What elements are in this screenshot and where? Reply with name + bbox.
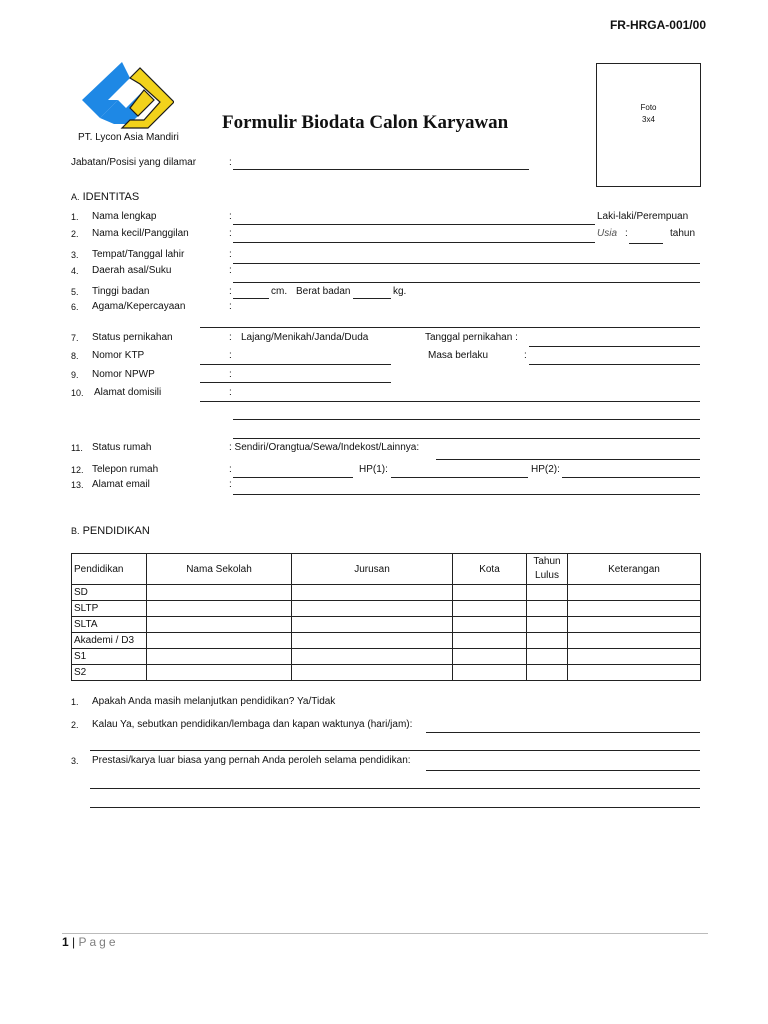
masa-berlaku-label: Masa berlaku bbox=[428, 350, 489, 361]
npwp-line[interactable] bbox=[200, 382, 391, 383]
col-nama-sekolah: Nama Sekolah bbox=[147, 554, 292, 585]
cell-tahun-lulus[interactable] bbox=[527, 617, 568, 633]
position-label: Jabatan/Posisi yang dilamar bbox=[71, 157, 197, 168]
colon: : bbox=[229, 286, 232, 297]
item-number: 12. bbox=[71, 465, 84, 475]
usia-label: Usia bbox=[597, 228, 618, 239]
question-2-line-2[interactable] bbox=[90, 750, 700, 751]
item-number: 8. bbox=[71, 351, 79, 361]
table-row bbox=[72, 585, 701, 601]
colon: : bbox=[229, 479, 232, 490]
cell-tahun-lulus[interactable] bbox=[527, 585, 568, 601]
item-number: 4. bbox=[71, 266, 79, 276]
usia-line[interactable] bbox=[629, 243, 663, 244]
cell-nama-sekolah[interactable] bbox=[147, 649, 292, 665]
tanggal-pernikahan-label: Tanggal pernikahan : bbox=[425, 332, 518, 343]
asal-line[interactable] bbox=[233, 282, 700, 283]
section-identitas-prefix: A. bbox=[71, 192, 80, 202]
cell-nama-sekolah[interactable] bbox=[147, 665, 292, 681]
row-level: SLTP bbox=[72, 601, 147, 617]
question-1-text: Apakah Anda masih melanjutkan pendidikan? Ya/Tidak bbox=[92, 696, 336, 707]
cell-jurusan[interactable] bbox=[292, 649, 453, 665]
item-number: 7. bbox=[71, 333, 79, 343]
photo-label: Foto bbox=[640, 103, 657, 112]
cell-tahun-lulus[interactable] bbox=[527, 633, 568, 649]
colon: : bbox=[229, 228, 232, 239]
section-pendidikan-prefix: B. bbox=[71, 526, 80, 536]
item-number: 6. bbox=[71, 302, 79, 312]
status-label: Status pernikahan bbox=[92, 332, 173, 343]
item-number: 3. bbox=[71, 250, 79, 260]
cell-tahun-lulus[interactable] bbox=[527, 649, 568, 665]
agama-line[interactable] bbox=[200, 327, 700, 328]
colon: : bbox=[229, 369, 232, 380]
nama-lengkap-line[interactable] bbox=[233, 224, 595, 225]
status-rumah-options[interactable]: : Sendiri/Orangtua/Sewa/Indekost/Lainnya: bbox=[229, 442, 420, 453]
nama-kecil-line[interactable] bbox=[233, 242, 595, 243]
hp1-label: HP(1): bbox=[359, 464, 388, 475]
cell-jurusan[interactable] bbox=[292, 617, 453, 633]
question-3-text: Prestasi/karya luar biasa yang pernah Anda peroleh selama pendidikan: bbox=[92, 755, 411, 766]
page-footer bbox=[62, 935, 119, 949]
tahun-label: tahun bbox=[670, 228, 696, 239]
cell-tahun-lulus[interactable] bbox=[527, 601, 568, 617]
cell-kota[interactable] bbox=[453, 601, 527, 617]
table-row bbox=[72, 649, 701, 665]
ttl-line[interactable] bbox=[233, 263, 700, 264]
colon: : bbox=[229, 350, 232, 361]
company-logo bbox=[78, 62, 174, 132]
cell-kota[interactable] bbox=[453, 649, 527, 665]
cell-kota[interactable] bbox=[453, 585, 527, 601]
status-rumah-label: Status rumah bbox=[92, 442, 152, 453]
telepon-label: Telepon rumah bbox=[92, 464, 159, 475]
table-row bbox=[72, 617, 701, 633]
question-3-line-1[interactable] bbox=[426, 770, 700, 771]
col-jurusan: Jurusan bbox=[292, 554, 453, 585]
alamat-line-1[interactable] bbox=[200, 401, 700, 402]
cell-kota[interactable] bbox=[453, 617, 527, 633]
status-rumah-line[interactable] bbox=[436, 459, 700, 460]
section-pendidikan-title: PENDIDIKAN bbox=[82, 525, 150, 537]
nama-lengkap-label: Nama lengkap bbox=[92, 211, 157, 222]
colon: : bbox=[229, 387, 232, 398]
cell-nama-sekolah[interactable] bbox=[147, 617, 292, 633]
hp2-label: HP(2): bbox=[531, 464, 560, 475]
col-tahun-label: Tahun bbox=[533, 556, 561, 567]
alamat-line-2[interactable] bbox=[233, 419, 700, 420]
agama-label: Agama/Kepercayaan bbox=[92, 301, 186, 312]
cell-kota[interactable] bbox=[453, 665, 527, 681]
masa-berlaku-line[interactable] bbox=[529, 364, 700, 365]
col-pendidikan: Pendidikan bbox=[72, 554, 147, 585]
cell-kota[interactable] bbox=[453, 633, 527, 649]
question-number: 2. bbox=[71, 720, 79, 730]
page-number: 1 bbox=[62, 935, 69, 949]
item-number: 10. bbox=[71, 388, 84, 398]
question-2-text: Kalau Ya, sebutkan pendidikan/lembaga dan kapan waktunya (hari/jam): bbox=[92, 719, 413, 730]
berat-label: Berat badan bbox=[296, 286, 351, 297]
section-identitas-heading bbox=[71, 190, 139, 204]
alamat-label: Alamat domisili bbox=[94, 387, 162, 398]
telepon-line[interactable] bbox=[233, 477, 353, 478]
row-level: SD bbox=[72, 585, 147, 601]
photo-size-label: 3x4 bbox=[642, 115, 655, 124]
question-number: 1. bbox=[71, 697, 79, 707]
usia-colon: : bbox=[625, 228, 628, 239]
cell-tahun-lulus[interactable] bbox=[527, 665, 568, 681]
education-table bbox=[71, 553, 701, 681]
asal-label: Daerah asal/Suku bbox=[92, 265, 172, 276]
tinggi-label: Tinggi badan bbox=[92, 286, 150, 297]
page-label: Page bbox=[78, 935, 119, 949]
status-options[interactable]: Lajang/Menikah/Janda/Duda bbox=[241, 332, 369, 343]
cell-keterangan[interactable] bbox=[568, 601, 701, 617]
colon: : bbox=[229, 464, 232, 475]
page-separator: | bbox=[72, 935, 76, 949]
masa-berlaku-colon: : bbox=[524, 350, 527, 361]
form-code: FR-HRGA-001/00 bbox=[609, 18, 706, 32]
item-number: 2. bbox=[71, 229, 79, 239]
email-label: Alamat email bbox=[92, 479, 150, 490]
nama-kecil-label: Nama kecil/Panggilan bbox=[92, 228, 189, 239]
row-level: Akademi / D3 bbox=[72, 633, 147, 649]
item-number: 1. bbox=[71, 212, 79, 222]
cell-nama-sekolah[interactable] bbox=[147, 601, 292, 617]
ktp-label: Nomor KTP bbox=[92, 350, 145, 361]
row-level: S2 bbox=[72, 665, 147, 681]
npwp-label: Nomor NPWP bbox=[92, 369, 155, 380]
colon: : bbox=[229, 249, 232, 260]
cell-keterangan[interactable] bbox=[568, 633, 701, 649]
cell-keterangan[interactable] bbox=[568, 617, 701, 633]
col-lulus-label: Lulus bbox=[535, 570, 559, 581]
col-tahun-lulus bbox=[527, 554, 568, 585]
form-title: Formulir Biodata Calon Karyawan bbox=[222, 112, 509, 133]
col-kota: Kota bbox=[453, 554, 527, 585]
item-number: 9. bbox=[71, 370, 79, 380]
row-level: SLTA bbox=[72, 617, 147, 633]
section-identitas-title: IDENTITAS bbox=[82, 191, 140, 203]
colon: : bbox=[229, 332, 232, 343]
row-level: S1 bbox=[72, 649, 147, 665]
item-number: 13. bbox=[71, 480, 84, 490]
col-keterangan: Keterangan bbox=[568, 554, 701, 585]
table-row bbox=[72, 665, 701, 681]
question-2-line-1[interactable] bbox=[426, 732, 700, 733]
cell-jurusan[interactable] bbox=[292, 585, 453, 601]
position-colon: : bbox=[229, 157, 232, 168]
ktp-line[interactable] bbox=[200, 364, 391, 365]
tanggal-pernikahan-line[interactable] bbox=[529, 346, 700, 347]
question-number: 3. bbox=[71, 756, 79, 766]
cell-jurusan[interactable] bbox=[292, 665, 453, 681]
company-name: PT. Lycon Asia Mandiri bbox=[78, 132, 179, 143]
position-input-line[interactable] bbox=[233, 169, 529, 170]
colon: : bbox=[229, 265, 232, 276]
gender-options[interactable]: Laki-laki/Perempuan bbox=[597, 211, 689, 222]
cell-nama-sekolah[interactable] bbox=[147, 585, 292, 601]
ttl-label: Tempat/Tanggal lahir bbox=[92, 249, 185, 260]
cell-keterangan[interactable] bbox=[568, 649, 701, 665]
cell-keterangan[interactable] bbox=[568, 665, 701, 681]
hp2-line[interactable] bbox=[562, 477, 700, 478]
email-line[interactable] bbox=[233, 494, 700, 495]
hp1-line[interactable] bbox=[391, 477, 528, 478]
cell-nama-sekolah[interactable] bbox=[147, 633, 292, 649]
cell-jurusan[interactable] bbox=[292, 633, 453, 649]
table-row bbox=[72, 633, 701, 649]
footer-divider bbox=[62, 933, 708, 934]
table-header-row bbox=[72, 554, 701, 585]
cell-jurusan[interactable] bbox=[292, 601, 453, 617]
photo-placeholder bbox=[596, 63, 701, 187]
table-row bbox=[72, 601, 701, 617]
colon: : bbox=[229, 211, 232, 222]
kg-label: kg. bbox=[393, 286, 407, 297]
item-number: 11. bbox=[71, 443, 83, 453]
section-pendidikan-heading bbox=[71, 524, 150, 538]
alamat-line-3[interactable] bbox=[233, 438, 700, 439]
question-3-line-3[interactable] bbox=[90, 807, 700, 808]
colon: : bbox=[229, 301, 232, 312]
item-number: 5. bbox=[71, 287, 79, 297]
cm-label: cm. bbox=[271, 286, 288, 297]
question-3-line-2[interactable] bbox=[90, 788, 700, 789]
berat-line[interactable] bbox=[353, 298, 391, 299]
tinggi-line[interactable] bbox=[233, 298, 269, 299]
cell-keterangan[interactable] bbox=[568, 585, 701, 601]
